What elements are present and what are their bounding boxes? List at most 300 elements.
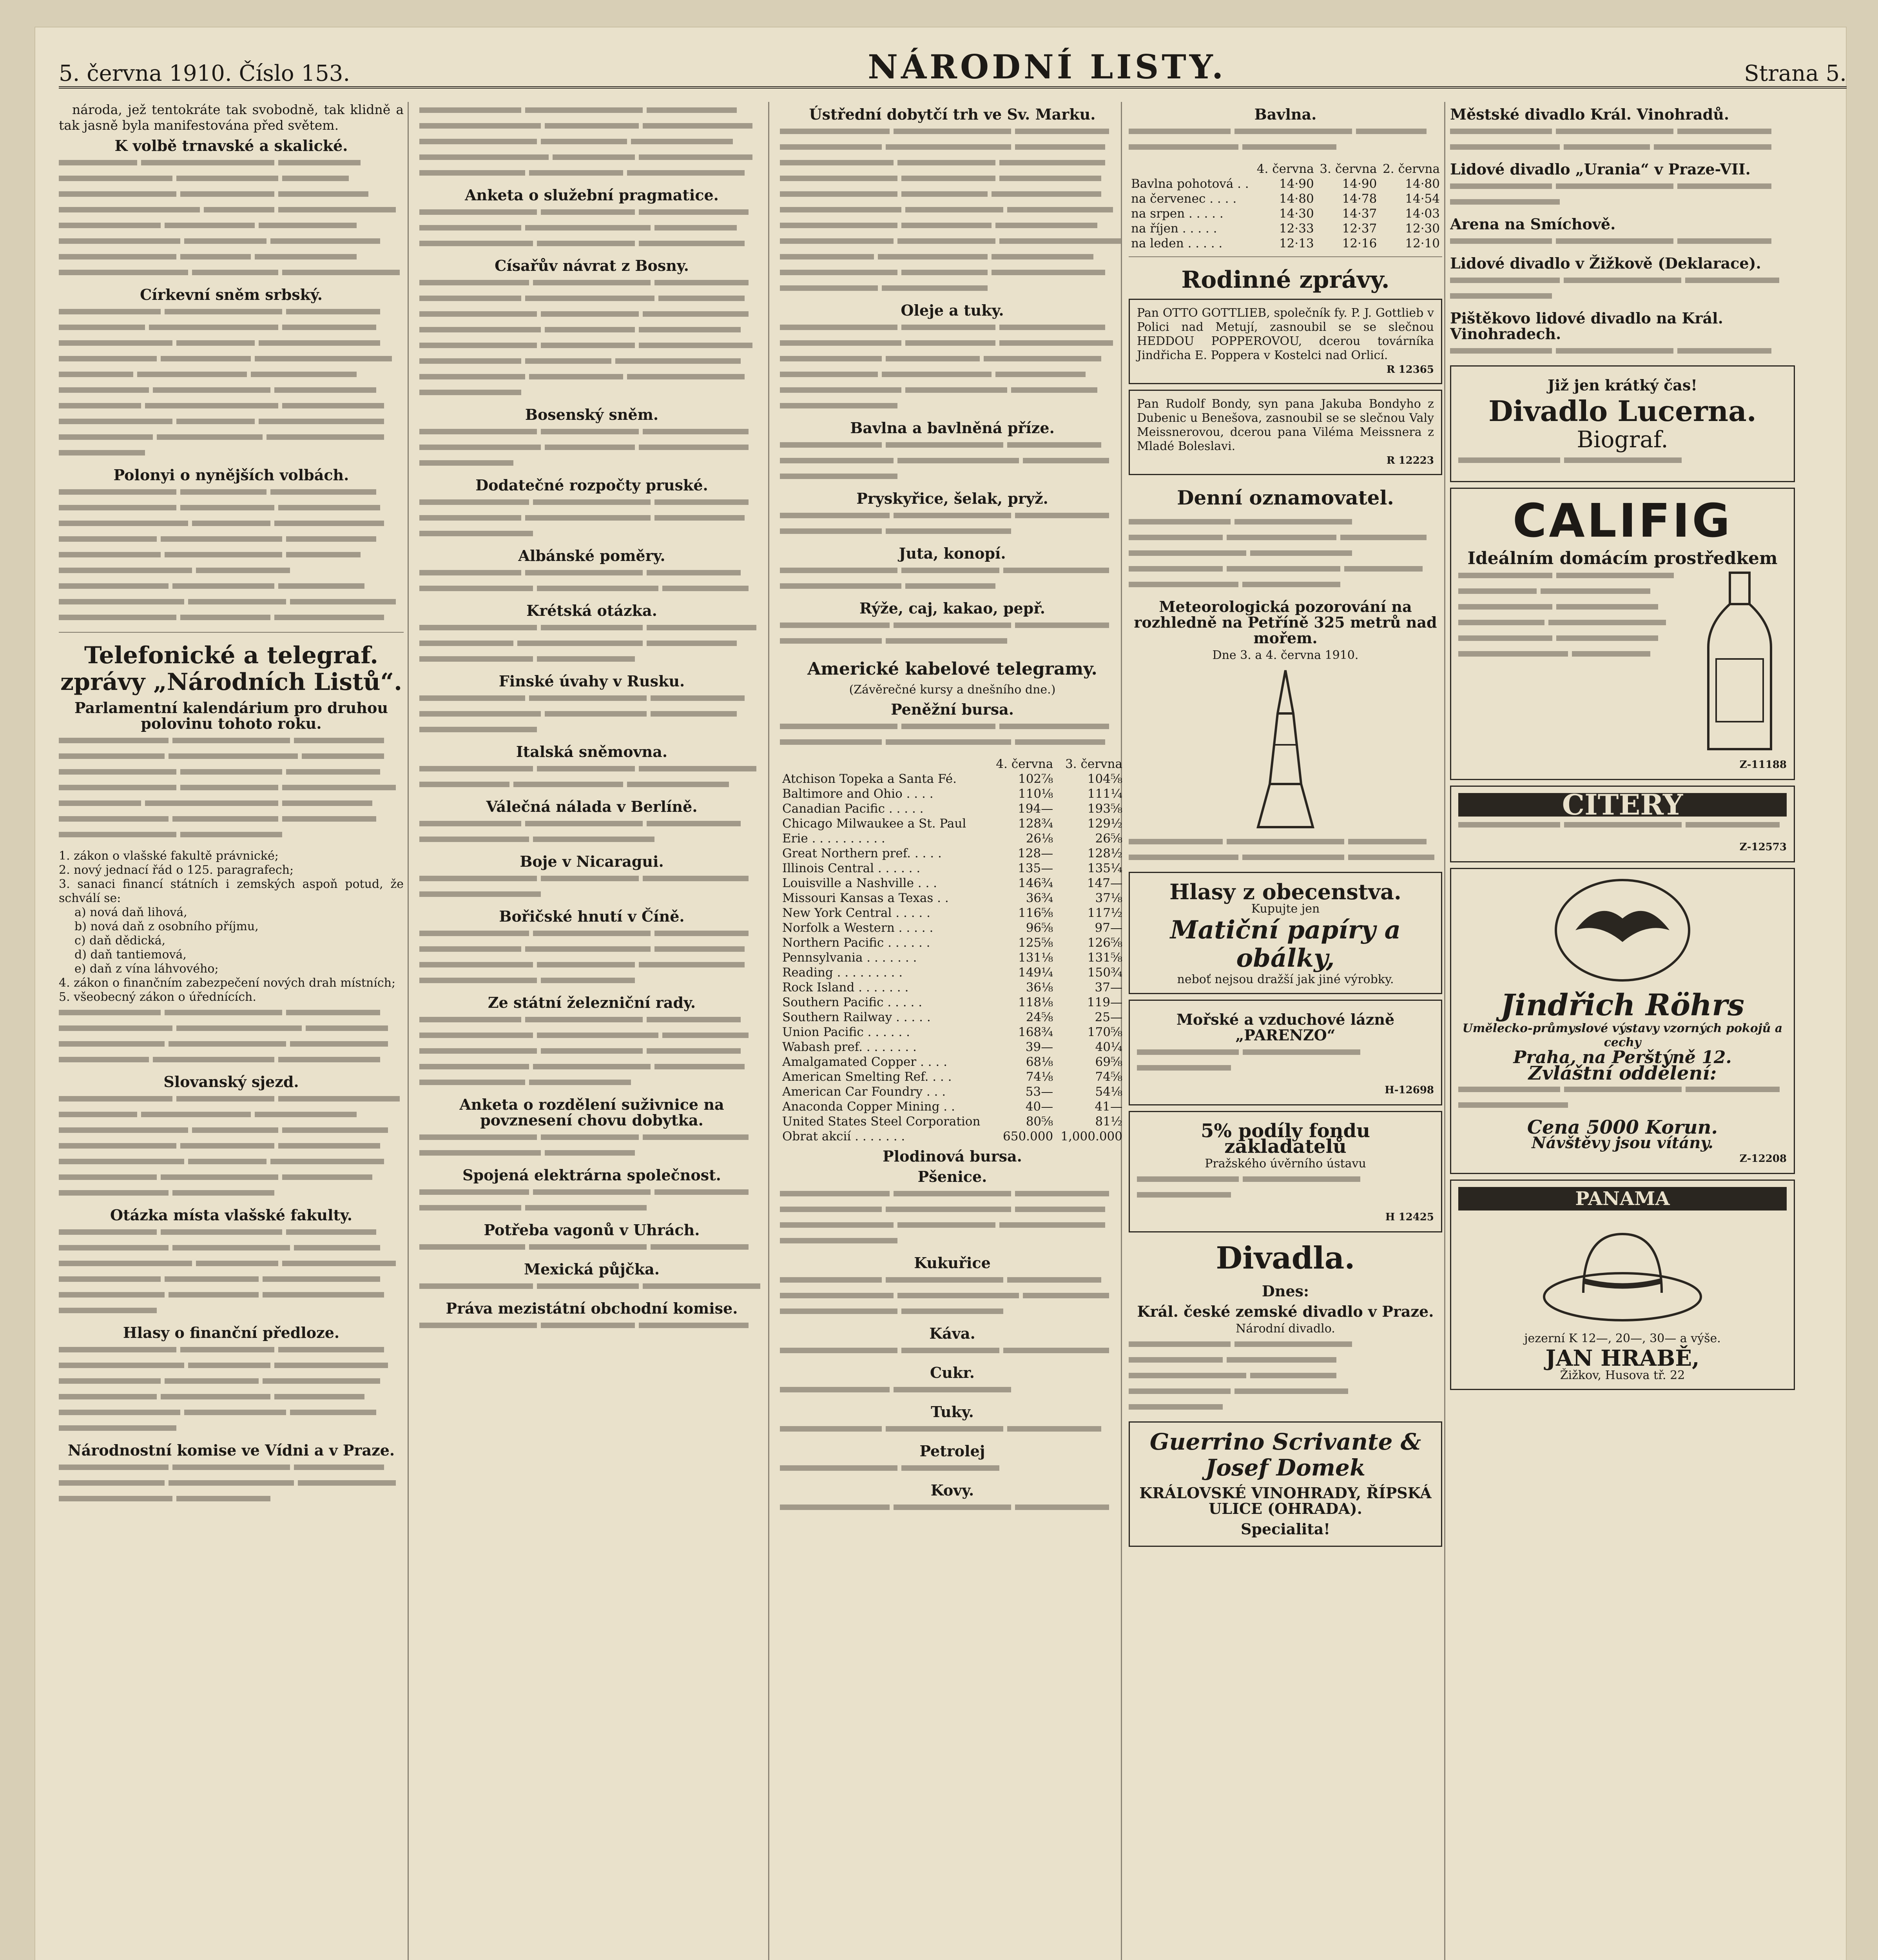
- article-text: [780, 1422, 1125, 1438]
- table-row: [780, 1099, 1125, 1114]
- table-cell: 128¾: [1018, 817, 1053, 831]
- table-cell: 39—: [1025, 1040, 1053, 1054]
- table-cell: 194—: [1018, 802, 1053, 816]
- table-row: [780, 786, 1125, 801]
- table-cell: 131⅝: [1087, 951, 1122, 965]
- section-heading: Ze státní železniční rady.: [488, 994, 696, 1011]
- article-text: [780, 509, 1125, 540]
- family-announcement: [1129, 299, 1442, 384]
- ad-rohrs: [1450, 868, 1795, 1174]
- theatre-listing: Lidové divadlo v Žižkově (Deklarace).: [1450, 254, 1761, 272]
- table-cell: 14·37: [1342, 207, 1377, 221]
- column-4: [1129, 102, 1442, 1960]
- table-cell: 12·33: [1279, 221, 1314, 236]
- section-heading: Káva.: [929, 1325, 975, 1342]
- article-text: [419, 566, 764, 597]
- article-text: [59, 156, 404, 281]
- table-cell: na říjen . . . . .: [1131, 221, 1217, 236]
- table-cell: 129½: [1087, 817, 1122, 831]
- table-cell: 111¼: [1087, 787, 1122, 801]
- article-text: [1129, 125, 1442, 156]
- ad-code: R 12223: [1386, 455, 1434, 466]
- article-continuation: národa, jež tentokráte tak svobodně, tak klidně a tak jasně byla manifestována před světem.: [59, 102, 404, 133]
- list-item: e) daň z vína láhvového;: [74, 962, 219, 976]
- ad-text: [1137, 1172, 1434, 1204]
- ad-subtitle: Kupujte jen: [1251, 902, 1320, 916]
- article-text: [780, 1187, 1125, 1250]
- list-item: 2. nový jednací řád o 125. paragrafech;: [59, 863, 294, 877]
- table-cell: Missouri Kansas a Texas . .: [782, 891, 949, 905]
- table-row: [780, 1084, 1125, 1099]
- article-text: [59, 734, 404, 844]
- section-heading: Plodinová bursa.: [883, 1147, 1022, 1165]
- ad-fond: [1129, 1111, 1442, 1232]
- section-heading: Meteorologická pozorování na rozhledně na Petříně 325 metrů nad mořem.: [1134, 598, 1437, 647]
- table-header: 3. června: [1320, 162, 1377, 176]
- article-text: [780, 1383, 1125, 1399]
- table-cell: 14·30: [1279, 207, 1314, 221]
- section-heading: Anketa o služební pragmatice.: [465, 186, 719, 204]
- stocks-table: [780, 757, 1125, 1144]
- table-cell: American Car Foundry . . .: [782, 1085, 946, 1099]
- table-cell: 1,000.000: [1060, 1129, 1122, 1143]
- section-heading: Cukr.: [930, 1364, 975, 1381]
- article-text: [1129, 515, 1442, 593]
- table-cell: 104⅝: [1087, 772, 1122, 786]
- section-heading: Anketa o rozdělení suživnice na povznesení chovu dobytka.: [459, 1096, 724, 1129]
- hat-icon: [1540, 1210, 1705, 1328]
- header-page: Strana 5.: [1744, 61, 1847, 86]
- ad-name: JAN HRABĚ,: [1545, 1345, 1700, 1371]
- ad-price: Cena 5000 Korun.: [1527, 1116, 1718, 1138]
- table-cell: Amalgamated Copper . . . .: [782, 1055, 947, 1069]
- theatres-title: Divadla.: [1216, 1240, 1355, 1276]
- table-cell: 128½: [1087, 846, 1122, 860]
- ad-subtitle: jezerní K 12—, 20—, 30— a výše.: [1524, 1332, 1721, 1345]
- ad-code: Z-12208: [1739, 1153, 1787, 1165]
- table-row: [1129, 221, 1442, 236]
- header-date: 5. června 1910. Číslo 153.: [59, 61, 350, 86]
- table-cell: 14·90: [1279, 177, 1314, 191]
- ad-subtitle: Umělecko-průmyslové výstavy vzorných pokojů a cechy: [1462, 1022, 1783, 1049]
- announcement-text: Pan OTTO GOTTLIEB, společník fy. P. J. Gottlieb v Polici nad Metují, zasnoubil se se slečnou HEDDOU POPPEROVOU, dcerou továrníka Jindřicha E. Poppera v Kostelci nad Orlicí.: [1137, 306, 1434, 362]
- section-heading: Juta, konopí.: [899, 544, 1006, 562]
- article-text: [419, 927, 764, 989]
- table-cell: 14·80: [1279, 192, 1314, 206]
- table-header: 4. června: [996, 757, 1053, 771]
- divider: [59, 632, 404, 633]
- ad-title: Guerrino Scrivante & Josef Domek: [1149, 1428, 1421, 1481]
- list-item: 5. všeobecný zákon o úřednících.: [59, 990, 256, 1004]
- table-row: [780, 935, 1125, 950]
- list-item: b) nová daň z osobního příjmu,: [74, 920, 259, 933]
- article-text: [780, 1273, 1125, 1320]
- table-cell: 80⅝: [1026, 1114, 1053, 1129]
- table-row: [780, 816, 1125, 831]
- article-text: [419, 1185, 764, 1217]
- article-text: [419, 691, 764, 739]
- section-heading: Tuky.: [931, 1403, 974, 1421]
- table-cell: Louisville a Nashville . . .: [782, 876, 937, 890]
- ad-code: Z-11188: [1739, 759, 1787, 771]
- section-heading: K volbě trnavské a skalické.: [114, 137, 348, 154]
- table-cell: 74⅛: [1026, 1070, 1053, 1084]
- cotton-rows: [1129, 176, 1442, 251]
- table-cell: 147—: [1087, 876, 1122, 890]
- table-row: [780, 1040, 1125, 1054]
- divider: [1129, 256, 1442, 257]
- table-cell: Wabash pref. . . . . . . .: [782, 1040, 917, 1054]
- column-2: [419, 102, 764, 1960]
- section-heading: Dodatečné rozpočty pruské.: [475, 476, 708, 494]
- section-heading: Oleje a tuky.: [901, 301, 1004, 319]
- table-cell: 14·54: [1405, 192, 1440, 206]
- table-cell: 96⅝: [1026, 921, 1053, 935]
- table-row: [780, 965, 1125, 980]
- article-text: [780, 321, 1125, 415]
- article-text: [59, 1343, 404, 1437]
- ad-title: 5% podíly fondu zakladatelů: [1201, 1120, 1370, 1158]
- table-cell: 68⅛: [1026, 1055, 1053, 1069]
- section-heading: Bavlna a bavlněná příze.: [850, 419, 1055, 437]
- ad-code: H 12425: [1385, 1211, 1434, 1223]
- table-row: [780, 1010, 1125, 1025]
- table-cell: 24⅝: [1026, 1010, 1053, 1024]
- table-cell: 25—: [1095, 1010, 1122, 1024]
- announcement-text: Pan Rudolf Bondy, syn pana Jakuba Bondyho z Dubenic u Benešova, zasnoubil se se slečnou Valy Meissnerovou, dcerou pana Viléma Meissnera z Mladé Boleslavi.: [1137, 397, 1434, 453]
- ad-title: PANAMA: [1458, 1187, 1787, 1210]
- table-cell: 119—: [1087, 995, 1122, 1009]
- ad-scrivante: [1129, 1421, 1442, 1547]
- eagle-emblem-icon: [1552, 875, 1693, 985]
- table-row: [780, 920, 1125, 935]
- table-cell: 37⅛: [1095, 891, 1122, 905]
- section-heading: Císařův návrat z Bosny.: [495, 257, 689, 274]
- table-header: [780, 757, 991, 771]
- section-heading: Kukuřice: [914, 1254, 991, 1272]
- table-row: [780, 801, 1125, 816]
- ad-title: Mořské a vzduchové lázně „PARENZO“: [1176, 1011, 1395, 1044]
- table-cell: Erie . . . . . . . . . .: [782, 831, 885, 846]
- list-item: d) daň tantiemová,: [74, 948, 187, 962]
- ad-code: H-12698: [1385, 1084, 1434, 1096]
- table-cell: 14·78: [1342, 192, 1377, 206]
- section-heading: Krétská otázka.: [526, 602, 657, 619]
- ad-text: [1458, 818, 1787, 834]
- ad-visit: Návštěvy jsou vítány.: [1532, 1134, 1713, 1152]
- section-heading: Práva mezistátní obchodní komise.: [446, 1299, 738, 1317]
- table-row: [780, 861, 1125, 876]
- table-cell: Southern Pacific . . . . .: [782, 995, 923, 1009]
- table-row: [1129, 206, 1442, 221]
- article-text: [780, 619, 1125, 650]
- table-cell: 69⅝: [1095, 1055, 1122, 1069]
- table-cell: 53—: [1025, 1085, 1053, 1099]
- table-cell: 74⅝: [1095, 1070, 1122, 1084]
- column-1: [59, 102, 404, 1960]
- table-row: [780, 980, 1125, 995]
- table-cell: Anaconda Copper Mining . .: [782, 1100, 955, 1114]
- section-heading: Válečná nálada v Berlíně.: [486, 798, 698, 815]
- column-rule: [768, 102, 769, 1960]
- table-cell: Rock Island . . . . . . .: [782, 980, 909, 995]
- ad-headline: Matiční papíry a obálky,: [1170, 915, 1401, 973]
- column-3: [780, 102, 1125, 1960]
- table-cell: 14·80: [1405, 177, 1440, 191]
- theatre-name: Král. české zemské divadlo v Praze.: [1137, 1303, 1434, 1320]
- table-cell: 41—: [1095, 1100, 1122, 1114]
- ad-text: [1458, 1083, 1787, 1114]
- table-row: [780, 995, 1125, 1010]
- section-heading: Peněžní bursa.: [891, 701, 1014, 718]
- table-cell: 110⅛: [1018, 787, 1053, 801]
- page-header: [59, 43, 1847, 89]
- table-cell: Chicago Milwaukee a St. Paul: [782, 817, 966, 831]
- table-cell: 650.000: [1003, 1129, 1053, 1143]
- article-text: [419, 1319, 764, 1334]
- ad-title: Divadlo Lucerna.: [1488, 394, 1757, 428]
- table-cell: 12·30: [1405, 221, 1440, 236]
- table-cell: 135¼: [1087, 861, 1122, 875]
- article-text: [59, 1461, 404, 1508]
- table-cell: Union Pacific . . . . . .: [782, 1025, 910, 1039]
- section-heading: Slovanský sjezd.: [163, 1073, 299, 1091]
- listing-text: [1450, 125, 1795, 156]
- section-heading: Mexická půjčka.: [524, 1260, 660, 1278]
- article-text: [59, 1006, 404, 1069]
- masthead: NÁRODNÍ LISTY.: [868, 47, 1227, 86]
- article-text: [419, 817, 764, 848]
- ad-title: CITERY: [1458, 793, 1787, 817]
- ad-special: Specialita!: [1240, 1520, 1331, 1538]
- section-heading: Italská sněmovna.: [516, 743, 668, 760]
- ad-address: Žižkov, Husova tř. 22: [1560, 1368, 1685, 1382]
- theatre-text: [1129, 1338, 1442, 1416]
- section-heading: Albánské poměry.: [518, 547, 665, 564]
- table-cell: 36¾: [1026, 891, 1053, 905]
- section-heading: Bosenský sněm.: [525, 406, 659, 423]
- section-heading: Polonyi o nynějších volbách.: [113, 466, 349, 484]
- table-row: [780, 771, 1125, 786]
- table-header: [1129, 162, 1253, 176]
- table-cell: 118⅛: [1018, 995, 1053, 1009]
- ad-lucerna: [1450, 365, 1795, 482]
- ad-subtitle: Biograf.: [1577, 426, 1668, 453]
- article-text: [419, 762, 764, 793]
- article-text: [59, 1092, 404, 1202]
- meteo-table-text: [1129, 835, 1442, 866]
- list-item: 4. zákon o finančním zabezpečení nových drah místních;: [59, 976, 396, 990]
- article-text: [419, 495, 764, 543]
- table-cell: Baltimore and Ohio . . . .: [782, 787, 934, 801]
- ad-subtitle: Ideálním domácím prostředkem: [1467, 548, 1778, 568]
- section-heading: Otázka místa vlašské fakulty.: [110, 1206, 352, 1224]
- table-cell: Pennsylvania . . . . . . .: [782, 951, 917, 965]
- table-cell: 135—: [1018, 861, 1053, 875]
- table-cell: 125⅝: [1018, 936, 1053, 950]
- article-text: [780, 1344, 1125, 1359]
- section-heading: Finské úvahy v Rusku.: [499, 672, 685, 690]
- table-header: 4. června: [1256, 162, 1314, 176]
- table-cell: 126⅝: [1087, 936, 1122, 950]
- section-heading: Ústřední dobytčí trh ve Sv. Marku.: [809, 105, 1096, 123]
- table-header-row: [780, 757, 1125, 771]
- table-cell: Northern Pacific . . . . . .: [782, 936, 930, 950]
- table-cell: 97—: [1095, 921, 1122, 935]
- table-cell: 26⅛: [1026, 831, 1053, 846]
- article-text: [59, 1225, 404, 1319]
- table-row: [780, 1025, 1125, 1040]
- ad-footer: neboť nejsou dražší jak jiné výrobky.: [1177, 973, 1394, 986]
- ad-califig: [1450, 488, 1795, 780]
- parliament-list: [59, 849, 404, 1004]
- table-cell: 12·37: [1342, 221, 1377, 236]
- table-cell: 149¼: [1018, 965, 1053, 980]
- table-cell: 81½: [1095, 1114, 1122, 1129]
- table-cell: 37—: [1095, 980, 1122, 995]
- table-cell: na leden . . . . .: [1131, 236, 1223, 250]
- ad-panama: [1450, 1180, 1795, 1390]
- table-cell: 14·03: [1405, 207, 1440, 221]
- section-heading: Pšenice.: [917, 1168, 987, 1185]
- listing-text: [1450, 274, 1795, 305]
- family-announcement: [1129, 390, 1442, 475]
- article-text: [419, 1013, 764, 1091]
- table-cell: Bavlna pohotová . .: [1131, 177, 1249, 191]
- ad-citery: [1450, 786, 1795, 862]
- section-heading: Spojená elektrárna společnost.: [462, 1166, 721, 1184]
- article-text: [780, 125, 1125, 297]
- cotton-table: [1129, 162, 1442, 251]
- ad-subtitle: KRÁLOVSKÉ VINOHRADY, ŘÍPSKÁ ULICE (OHRADA).: [1139, 1484, 1432, 1517]
- list-item: 3. sanaci financí státních i zemských aspoň potud, že schválí se:: [59, 877, 404, 905]
- section-heading: Národnostní komise ve Vídni a v Praze.: [67, 1441, 395, 1459]
- table-cell: 12·10: [1405, 236, 1440, 250]
- list-item: c) daň dědická,: [74, 934, 166, 947]
- table-row: [1129, 236, 1442, 251]
- table-row: [780, 891, 1125, 906]
- table-cell: 117½: [1087, 906, 1122, 920]
- listing-text: [1450, 234, 1795, 250]
- article-text: [419, 425, 764, 472]
- table-cell: United States Steel Corporation: [782, 1114, 981, 1129]
- article-text: [59, 305, 404, 462]
- theatre-sub: Národní divadlo.: [1236, 1322, 1335, 1336]
- article-text: [59, 485, 404, 626]
- section-subheading: (Závěrečné kursy a dnešního dne.): [849, 683, 1056, 697]
- ad-text: [1137, 1045, 1434, 1077]
- column-5: [1450, 102, 1795, 1960]
- article-text: [780, 1461, 1125, 1477]
- ad-address: Praha, na Perštýně 12.: [1513, 1047, 1732, 1067]
- table-cell: 36⅛: [1026, 980, 1053, 995]
- table-cell: 168¾: [1018, 1025, 1053, 1039]
- column-rule: [408, 102, 409, 1960]
- table-row: [780, 876, 1125, 891]
- section-heading: Kovy.: [930, 1481, 974, 1499]
- table-cell: New York Central . . . . .: [782, 906, 930, 920]
- table-header: 2. června: [1383, 162, 1440, 176]
- article-text: [780, 1501, 1125, 1516]
- ad-code: R 12365: [1386, 364, 1434, 376]
- section-heading: Pryskyřice, šelak, pryž.: [856, 490, 1048, 507]
- table-row: [780, 831, 1125, 846]
- table-cell: Obrat akcií . . . . . . .: [782, 1129, 905, 1143]
- ad-title: Jindřich Röhrs: [1500, 987, 1745, 1022]
- article-text: [780, 564, 1125, 595]
- section-heading: Církevní sněm srbský.: [140, 286, 323, 303]
- listing-text: [1450, 180, 1795, 211]
- table-cell: American Smelting Ref. . . .: [782, 1070, 952, 1084]
- theatre-listing: Městské divadlo Král. Vinohradů.: [1450, 105, 1729, 123]
- section-heading: Hlasy o finanční předloze.: [123, 1324, 340, 1341]
- family-news-title: Rodinné zprávy.: [1181, 266, 1390, 294]
- article-text: [419, 276, 764, 401]
- ad-title: Hlasy z obecenstva.: [1169, 879, 1401, 904]
- table-row: [1129, 191, 1442, 206]
- table-cell: 193⅝: [1087, 802, 1122, 816]
- ad-hlasy: [1129, 872, 1442, 994]
- section-heading: Potřeba vagonů v Uhrách.: [484, 1221, 700, 1239]
- table-cell: Illinois Central . . . . . .: [782, 861, 921, 875]
- bottle-icon: [1693, 569, 1787, 757]
- section-heading: Bavlna.: [1254, 105, 1317, 123]
- section-heading: Americké kabelové telegramy.: [807, 659, 1097, 679]
- table-cell: 54⅛: [1095, 1085, 1122, 1099]
- telegraph-section-title: Telefonické a telegraf. zprávy „Národních Listů“.: [60, 642, 402, 696]
- table-cell: 14·90: [1342, 177, 1377, 191]
- table-cell: na srpen . . . . .: [1131, 207, 1224, 221]
- list-item: 1. zákon o vlašské fakultě právnické;: [59, 849, 279, 863]
- table-cell: 128—: [1018, 846, 1053, 860]
- ad-pretitle: Již jen krátký čas!: [1547, 376, 1697, 394]
- table-cell: Atchison Topeka a Santa Fé.: [782, 772, 957, 786]
- meteo-date: Dne 3. a 4. června 1910.: [1212, 648, 1359, 662]
- table-row: [1129, 176, 1442, 191]
- table-row: [780, 1114, 1125, 1129]
- article-text: [419, 621, 764, 668]
- table-cell: 12·16: [1342, 236, 1377, 250]
- article-text: [780, 720, 1125, 751]
- article-text: [419, 103, 764, 182]
- table-cell: 150¾: [1087, 965, 1122, 980]
- column-rule: [1444, 102, 1445, 1960]
- ad-department: Zvláštní oddělení:: [1528, 1062, 1717, 1084]
- ad-parenzo: [1129, 1000, 1442, 1105]
- table-row: [780, 1129, 1125, 1144]
- article-text: [419, 1131, 764, 1162]
- theatre-listing: Arena na Smíchově.: [1450, 215, 1616, 233]
- theatre-listing: Pištěkovo lidové divadlo na Král. Vinohradech.: [1450, 309, 1723, 343]
- table-cell: 116⅝: [1018, 906, 1053, 920]
- table-row: [780, 906, 1125, 920]
- stocks-rows: [780, 771, 1125, 1144]
- table-cell: Southern Railway . . . . .: [782, 1010, 931, 1024]
- ad-text: [1458, 454, 1787, 469]
- table-row: [780, 846, 1125, 861]
- table-cell: Reading . . . . . . . . .: [782, 965, 903, 980]
- table-cell: na červenec . . . .: [1131, 192, 1237, 206]
- table-row: [780, 1054, 1125, 1069]
- table-header: 3. června: [1065, 757, 1122, 771]
- article-text: [419, 205, 764, 252]
- table-cell: 26⅝: [1095, 831, 1122, 846]
- table-cell: Canadian Pacific . . . . .: [782, 802, 924, 816]
- article-text: [419, 872, 764, 903]
- section-heading: Bořičské hnutí v Číně.: [499, 907, 685, 925]
- ad-title: CALIFIG: [1512, 494, 1733, 548]
- ad-subtitle: Pražského úvěrního ústavu: [1205, 1157, 1366, 1171]
